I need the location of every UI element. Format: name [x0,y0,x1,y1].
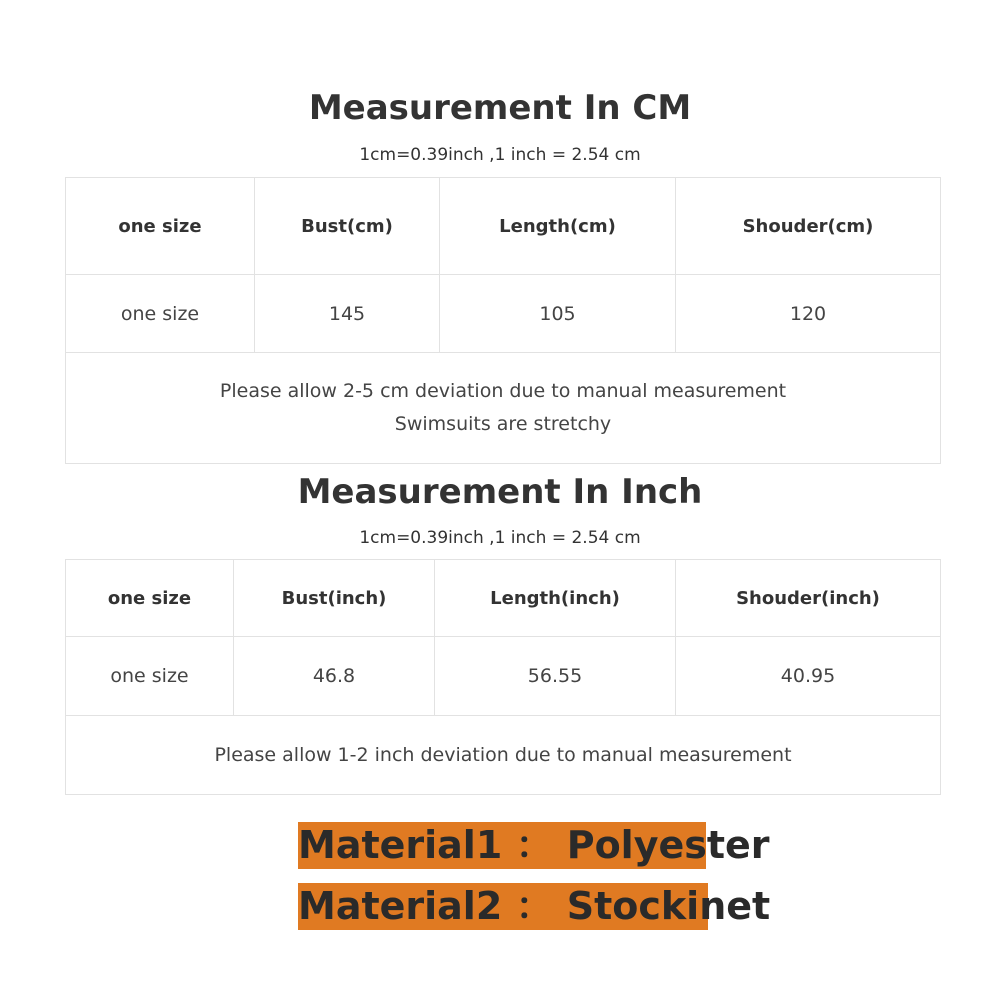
cell-length: 56.55 [435,637,676,716]
inch-size-table [65,559,941,795]
header-cell-shoulder: Shouder(inch) [676,560,941,637]
header-cell-length: Length(inch) [435,560,676,637]
cm-section-title: Measurement In CM [308,88,692,128]
cell-bust: 46.8 [234,637,435,716]
cell-bust: 145 [255,275,440,353]
header-cell-size: one size [66,560,234,637]
header-cell-length: Length(cm) [440,178,676,275]
deviation-note: Please allow 2-5 cm deviation due to manual measurement [219,380,787,402]
header-cell-bust: Bust(cm) [255,178,440,275]
deviation-note: Please allow 1-2 inch deviation due to manual measurement [66,716,941,795]
material1-label: Material1 ： Polyester [298,823,770,867]
stretch-note: Swimsuits are stretchy [394,413,612,435]
material2-label: Material2 ： Stockinet [298,884,771,928]
table-header-row [66,560,941,637]
table-note-row [66,716,941,795]
cell-size: one size [66,275,255,353]
inch-conversion-note: 1cm=0.39inch ,1 inch = 2.54 cm [359,528,641,548]
cell-length: 105 [440,275,676,353]
header-cell-size: one size [66,178,255,275]
table-row [66,637,941,716]
cell-size: one size [66,637,234,716]
cm-size-table [65,177,941,464]
cell-shoulder: 40.95 [676,637,941,716]
table-row [66,275,941,353]
inch-section-title: Measurement In Inch [297,472,703,512]
table-note-row [66,353,941,464]
header-cell-bust: Bust(inch) [234,560,435,637]
cm-conversion-note: 1cm=0.39inch ,1 inch = 2.54 cm [359,145,641,165]
table-header-row [66,178,941,275]
header-cell-shoulder: Shouder(cm) [676,178,941,275]
cell-shoulder: 120 [676,275,941,353]
deviation-note-cell [66,353,941,464]
